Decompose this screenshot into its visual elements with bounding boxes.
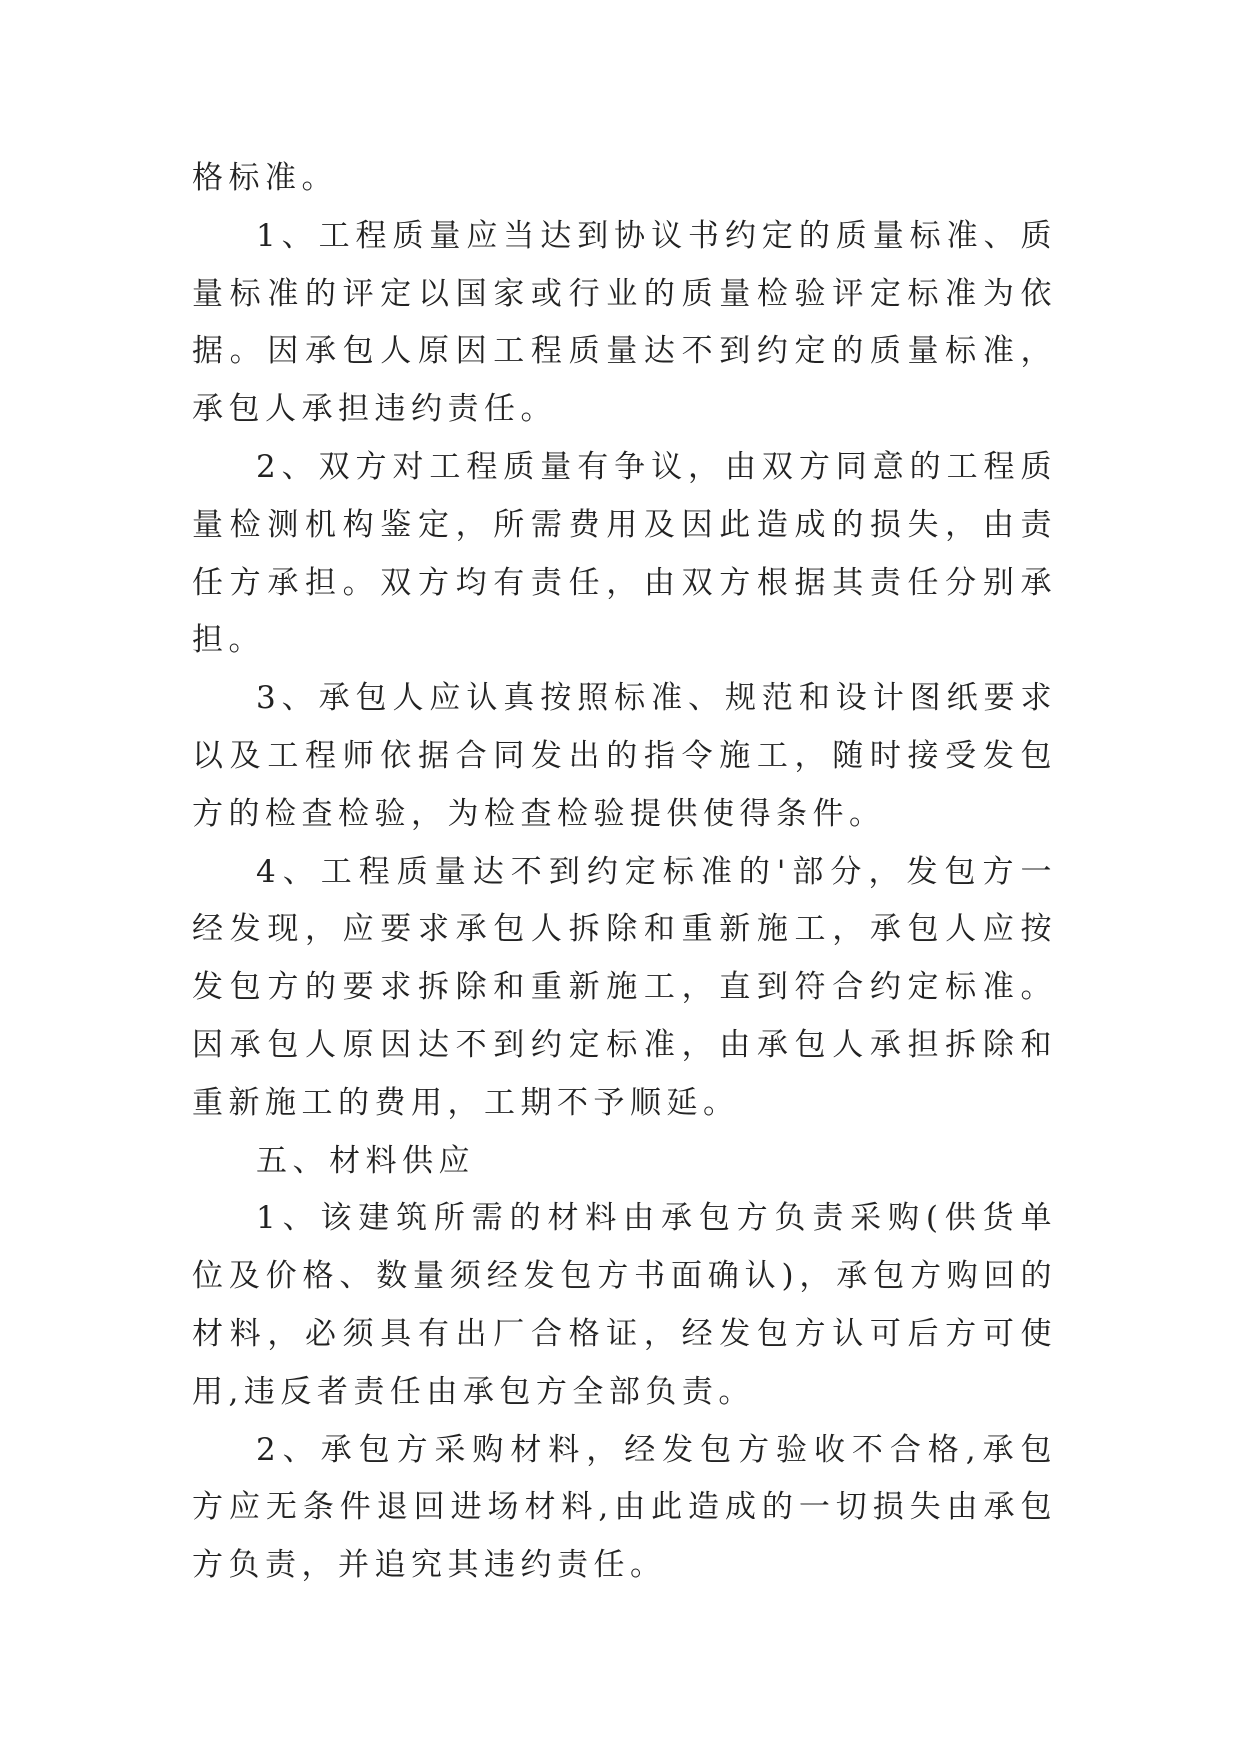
paragraph-quality-1: 1、工程质量应当达到协议书约定的质量标准、质量标准的评定以国家或行业的质量检验评定标准为依据。因承包人原因工程质量达不到约定的质量标准，承包人承担违约责任。 xyxy=(192,217,1057,428)
paragraph-materials-2: 2、承包方采购材料，经发包方验收不合格,承包方应无条件退回进场材料,由此造成的一切损失由承包方负责，并追究其违约责任。 xyxy=(192,1431,1057,1584)
paragraph-quality-2: 2、双方对工程质量有争议，由双方同意的工程质量检测机构鉴定，所需费用及因此造成的损失，由责任方承担。双方均有责任，由双方根据其责任分别承担。 xyxy=(192,448,1057,659)
paragraph-continuation: 格标准。 xyxy=(192,160,338,196)
section-heading-materials: 五、材料供应 xyxy=(256,1142,475,1179)
document-body xyxy=(192,150,1057,1595)
paragraph-quality-3: 3、承包人应认真按照标准、规范和设计图纸要求以及工程师依据合同发出的指令施工，随时接受发包方的检查检验，为检查检验提供使得条件。 xyxy=(192,680,1057,832)
paragraph-quality-4: 4、工程质量达不到约定标准的'部分，发包方一经发现，应要求承包人拆除和重新施工，承包人应按发包方的要求拆除和重新施工，直到符合约定标准。因承包人原因达不到约定标准，由承包人承担拆除和重新施工的费用，工期不予顺延。 xyxy=(192,853,1057,1121)
paragraph-materials-1: 1、该建筑所需的材料由承包方负责采购(供货单位及价格、数量须经发包方书面确认)，承包方购回的材料，必须具有出厂合格证，经发包方认可后方可使用,违反者责任由承包方全部负责。 xyxy=(192,1200,1057,1410)
